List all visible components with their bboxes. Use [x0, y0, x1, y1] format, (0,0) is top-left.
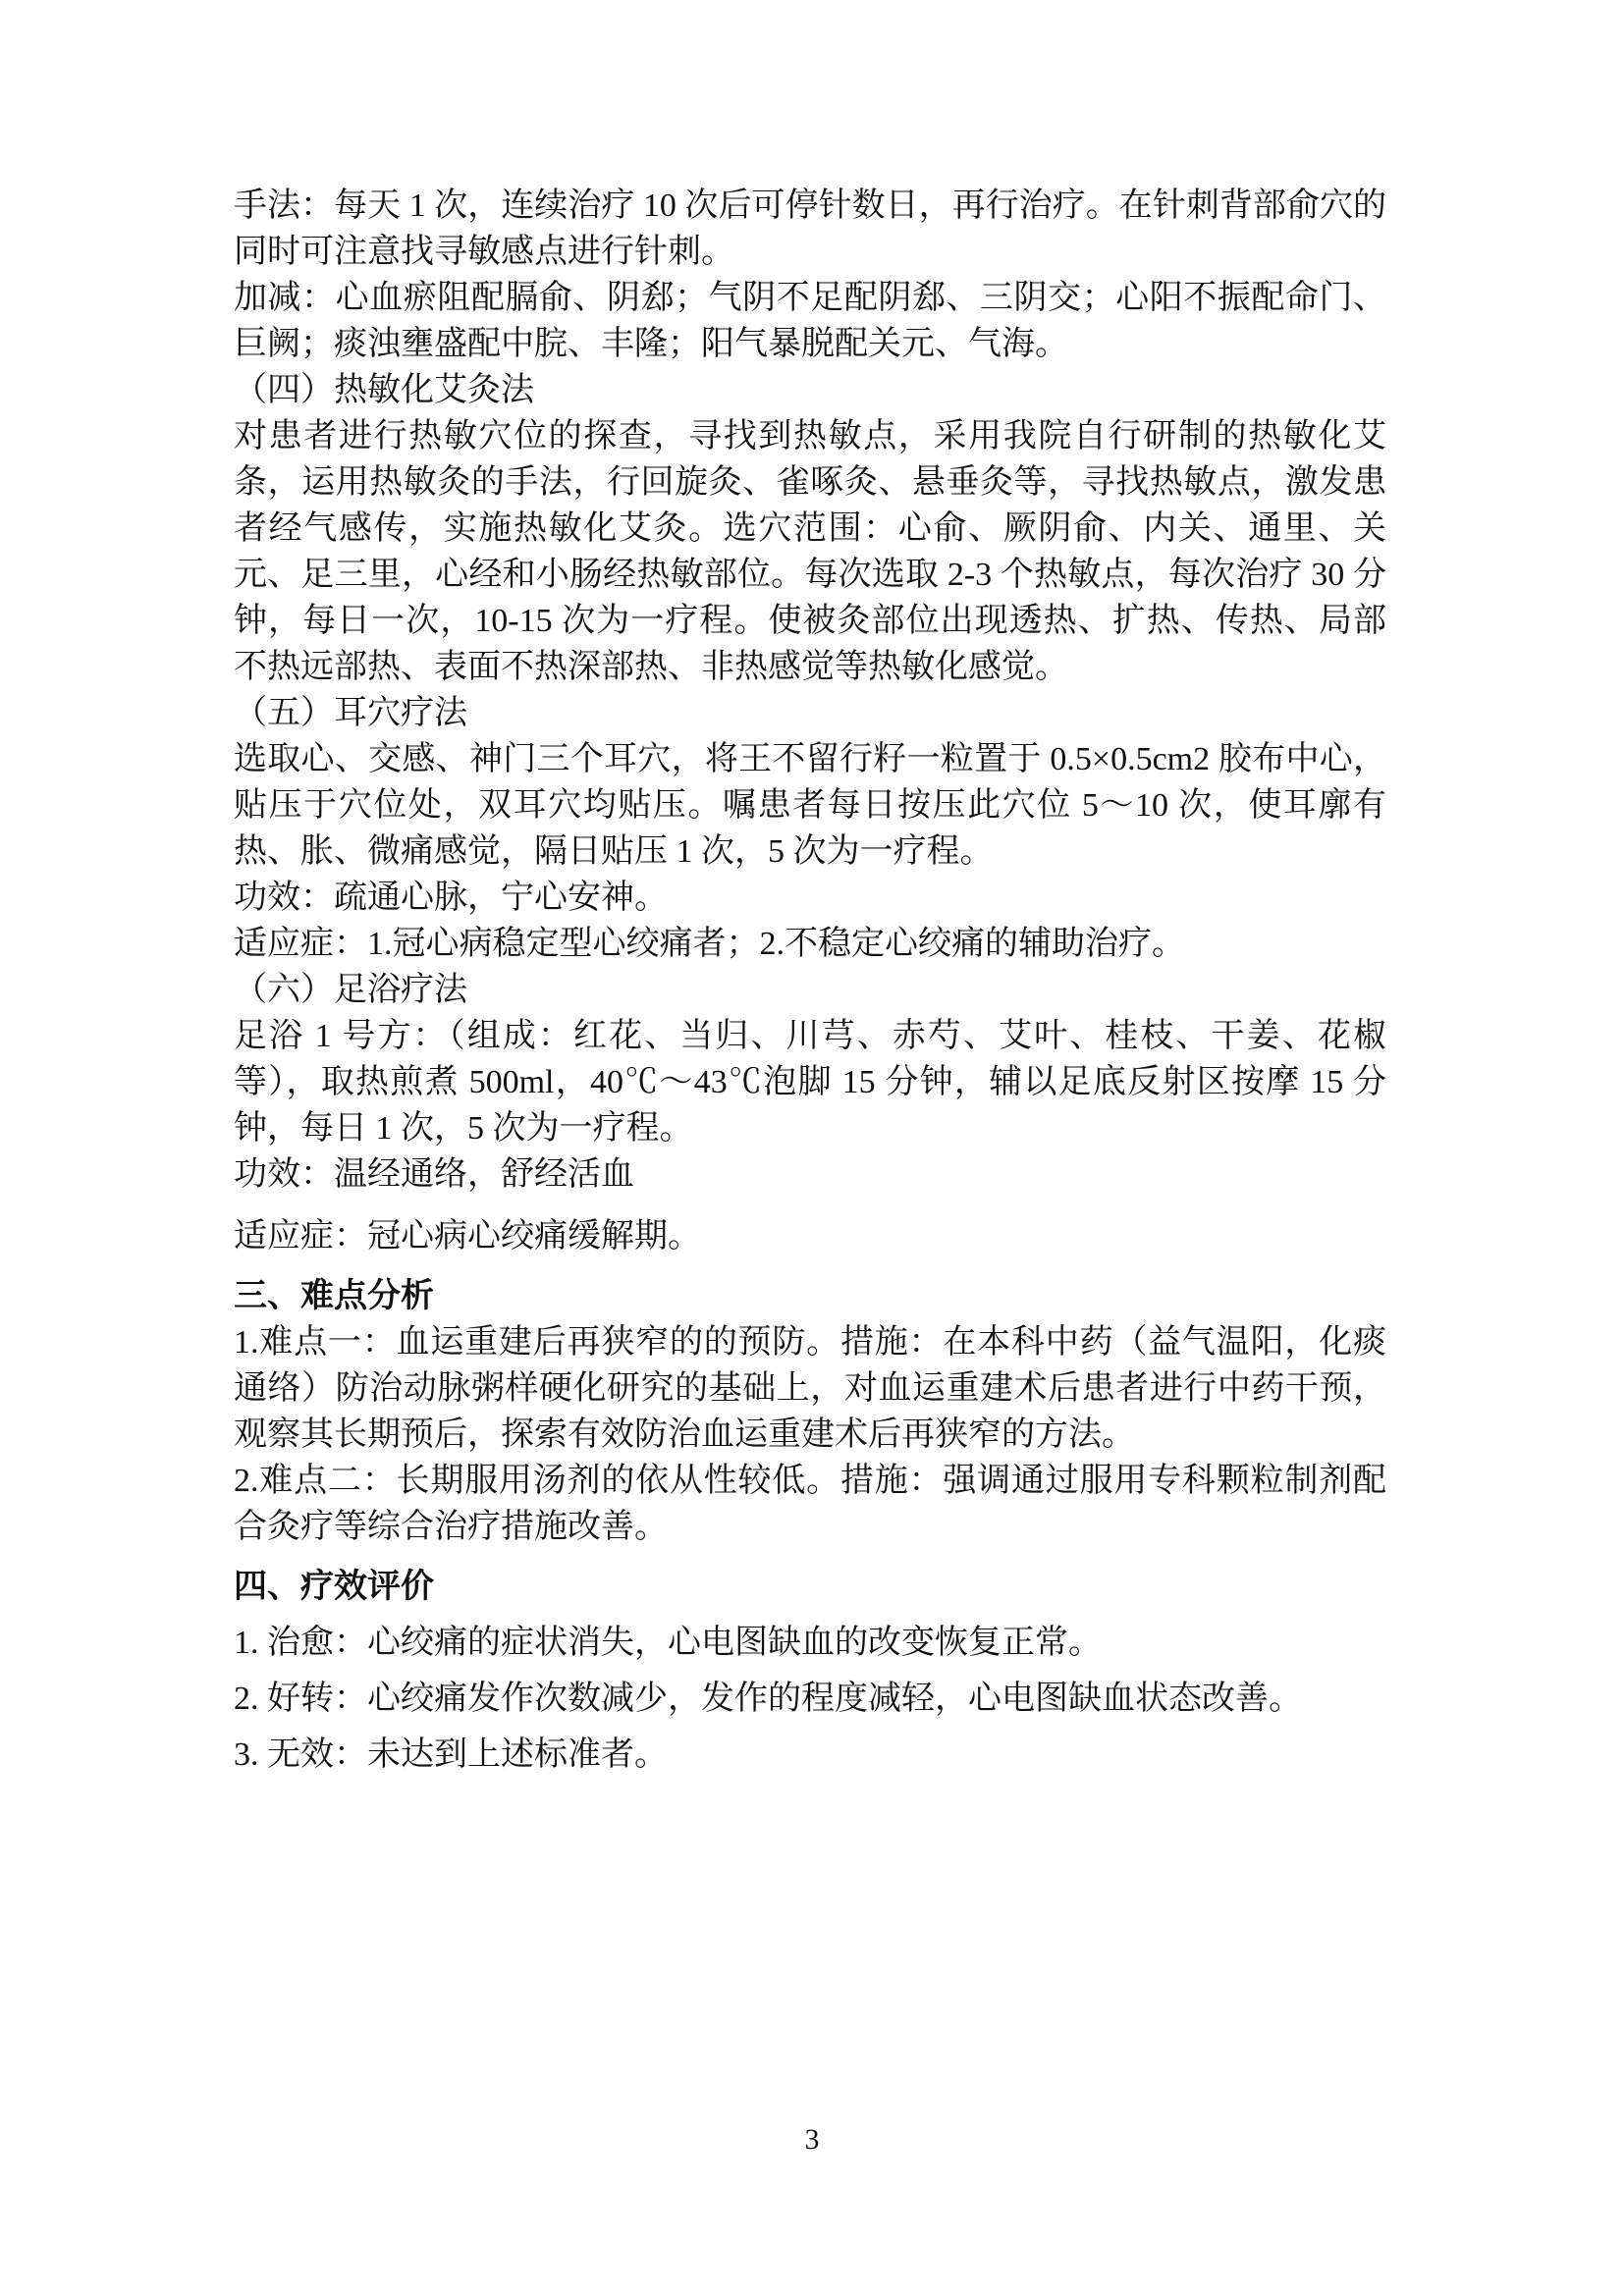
paragraph: 选取心、交感、神门三个耳穴，将王不留行籽一粒置于 0.5×0.5cm2 胶布中心，贴压于穴位处，双耳穴均贴压。嘱患者每日按压此穴位 5～10 次，使耳廓有热、胀、微痛感觉，隔日贴压 1 次，5 次为一疗程。: [234, 741, 1386, 870]
paragraph: 2.难点二：长期服用汤剂的依从性较低。措施：强调通过服用专科颗粒制剂配合灸疗等综合治疗措施改善。: [234, 1463, 1386, 1545]
paragraph: 3. 无效：未达到上述标准者。: [234, 1736, 668, 1773]
paragraph: 适应症：1.冠心病稳定型心绞痛者；2.不稳定心绞痛的辅助治疗。: [234, 926, 1185, 962]
paragraph: 足浴 1 号方：（组成：红花、当归、川芎、赤芍、艾叶、桂枝、干姜、花椒等），取热煎煮 500ml，40℃～43℃泡脚 15 分钟，辅以足底反射区按摩 15 分钟，每日 1 次，5 次为一疗程。: [234, 1018, 1386, 1147]
paragraph: 2. 好转：心绞痛发作次数减少，发作的程度减轻，心电图缺血状态改善。: [234, 1681, 1302, 1717]
paragraph: （六）足浴疗法: [234, 972, 467, 1008]
section-heading: 四、疗效评价: [234, 1568, 434, 1605]
paragraph: 功效：温经通络，舒经活血: [234, 1156, 634, 1193]
paragraph: 加减：心血瘀阻配膈俞、阴郄；气阴不足配阴郄、三阴交；心阳不振配命门、巨阙；痰浊壅盛配中脘、丰隆；阳气暴脱配关元、气海。: [234, 280, 1386, 362]
document-body: [234, 183, 1386, 1778]
paragraph: 手法：每天 1 次，连续治疗 10 次后可停针数日，再行治疗。在针刺背部俞穴的同时可注意找寻敏感点进行针刺。: [234, 187, 1386, 270]
paragraph: 1.难点一：血运重建后再狭窄的的预防。措施：在本科中药（益气温阳，化痰通络）防治动脉粥样硬化研究的基础上，对血运重建术后患者进行中药干预，观察其长期预后，探索有效防治血运重建术后再狭窄的方法。: [234, 1324, 1386, 1453]
page-number: 3: [804, 2123, 820, 2156]
paragraph: 对患者进行热敏穴位的探查，寻找到热敏点，采用我院自行研制的热敏化艾条，运用热敏灸的手法，行回旋灸、雀啄灸、悬垂灸等，寻找热敏点，激发患者经气感传，实施热敏化艾灸。选穴范围：心俞、厥阴俞、内关、通里、关元、足三里，心经和小肠经热敏部位。每次选取 2-3 个热敏点，每次治疗 30 分钟，每日一次，10-15 次为一疗程。使被灸部位出现透热、扩热、传热、局部不热远部热、表面不热深部热、非热感觉等热敏化感觉。: [234, 418, 1386, 685]
paragraph: 适应症：冠心病心绞痛缓解期。: [234, 1218, 701, 1255]
paragraph: 功效：疏通心脉，宁心安神。: [234, 880, 668, 916]
paragraph: （五）耳穴疗法: [234, 695, 467, 731]
paragraph: （四）热敏化艾灸法: [234, 372, 534, 408]
section-heading: 三、难点分析: [234, 1277, 434, 1314]
paragraph: 1. 治愈：心绞痛的症状消失，心电图缺血的改变恢复正常。: [234, 1625, 1102, 1661]
